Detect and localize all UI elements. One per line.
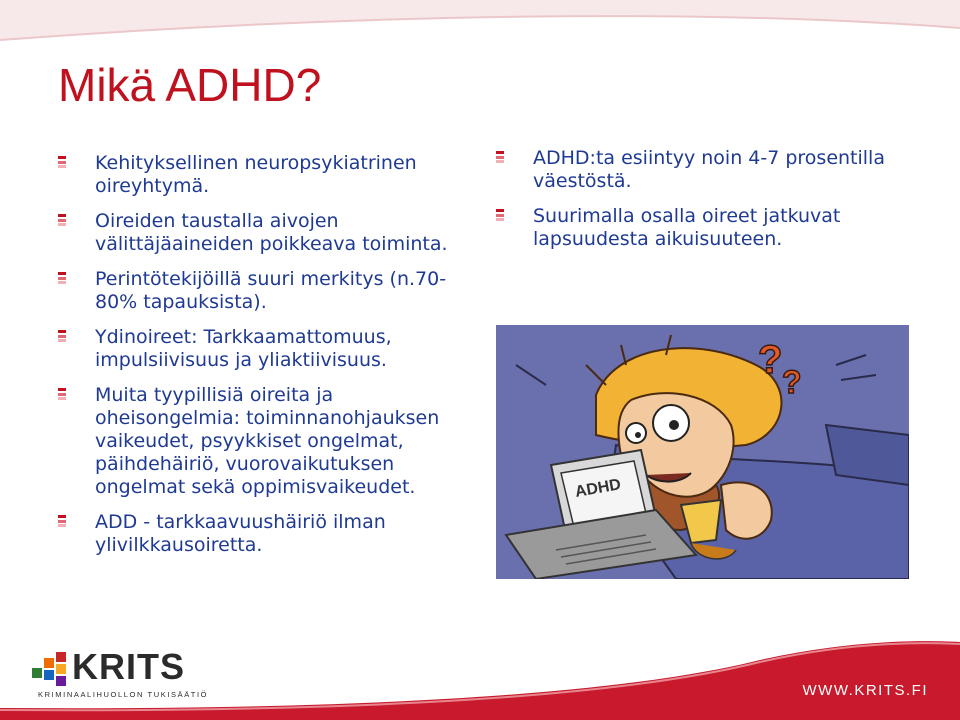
bullet-text: Perintötekijöillä suuri merkitys (n.70- 80% tapauksista). xyxy=(95,268,447,313)
logo-text: KRITS xyxy=(72,646,185,687)
bullet-text: Muita tyypillisiä oireita ja oheisongelmia: toiminnanohjauksen vaikeudet, psyykkiset ongelmat, päihdehäiriö, vuorovaikutuksen ongelmat sekä oppimisvaikeudet. xyxy=(95,384,440,498)
bullet-icon xyxy=(58,330,66,342)
list-item xyxy=(58,152,458,198)
list-item xyxy=(58,268,458,314)
bullet-text: ADD - tarkkaavuushäiriö ilman ylivilkkausoiretta. xyxy=(95,511,386,556)
bullet-icon xyxy=(496,209,504,221)
right-bullet-list xyxy=(496,147,926,263)
left-bullet-list xyxy=(58,152,458,569)
bullet-text: Kehityksellinen neuropsykiatrinen oireyhtymä. xyxy=(95,152,417,197)
adhd-cartoon-illustration xyxy=(496,325,909,579)
list-item xyxy=(496,147,926,193)
bullet-icon xyxy=(58,515,66,527)
bullet-text: ADHD:ta esiintyy noin 4-7 prosentilla väestöstä. xyxy=(533,147,885,192)
top-decorative-band xyxy=(0,0,960,60)
bullet-icon xyxy=(496,151,504,163)
list-item xyxy=(58,326,458,372)
list-item xyxy=(58,210,458,256)
question-mark-icon: ? xyxy=(758,338,783,382)
bullet-text: Suurimalla osalla oireet jatkuvat lapsuudesta aikuisuuteen. xyxy=(533,205,841,250)
bullet-text: Oireiden taustalla aivojen välittäjäaineiden poikkeava toiminta. xyxy=(95,210,448,255)
list-item xyxy=(58,511,458,557)
list-item xyxy=(496,205,926,251)
bullet-icon xyxy=(58,388,66,400)
website-link[interactable]: WWW.KRITS.FI xyxy=(802,682,928,699)
laptop-screen-text: ADHD xyxy=(573,476,623,501)
slide-title: Mikä ADHD? xyxy=(58,59,322,111)
logo-subtitle: KRIMINAALIHUOLLON TUKISÄÄTIÖ xyxy=(38,690,209,699)
bullet-icon xyxy=(58,156,66,168)
question-mark-icon: ? xyxy=(782,364,802,400)
bullet-icon xyxy=(58,214,66,226)
bullet-text: Ydinoireet: Tarkkaamattomuus, impulsiivisuus ja yliaktiivisuus. xyxy=(95,326,392,371)
list-item xyxy=(58,384,458,499)
bullet-icon xyxy=(58,272,66,284)
